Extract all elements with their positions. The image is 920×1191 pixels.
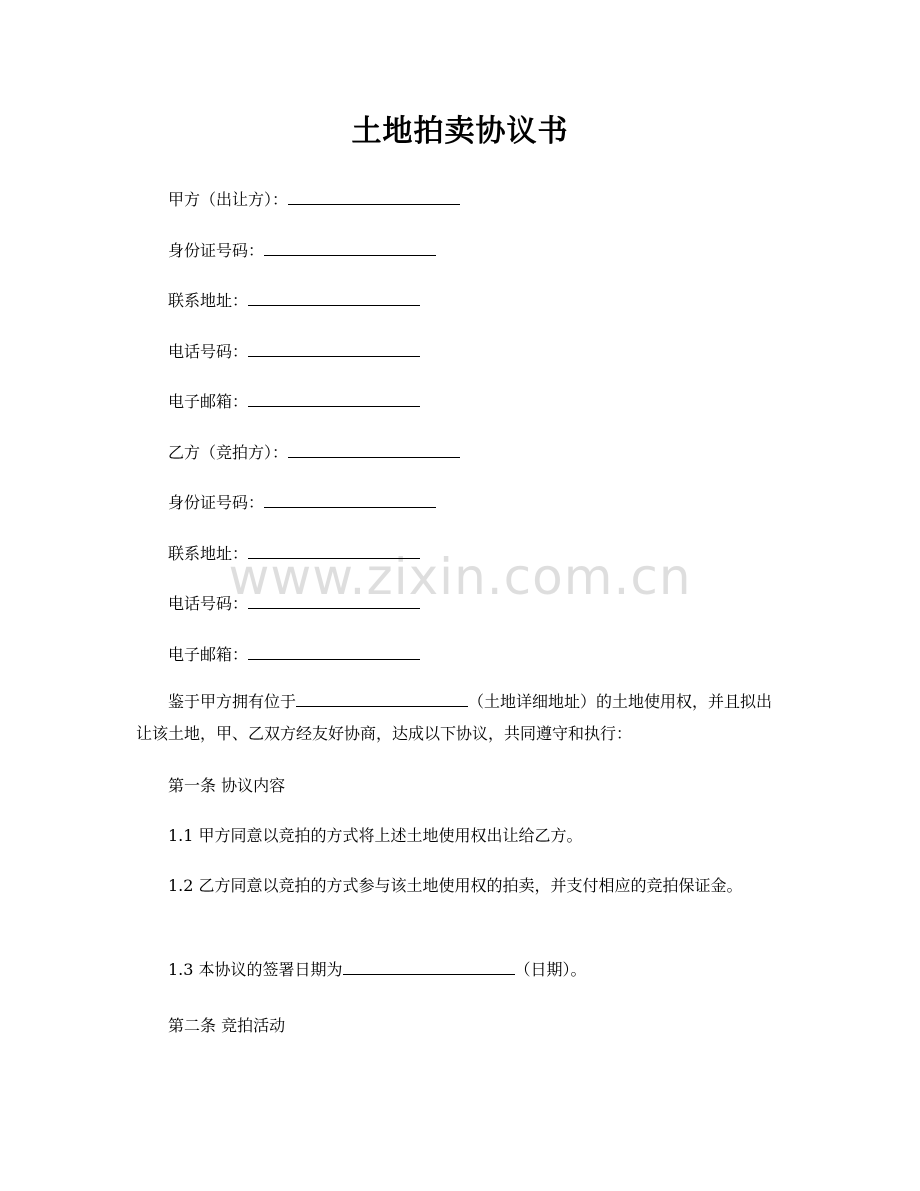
party-a-phone-field — [168, 338, 460, 389]
party-b-address-field — [168, 540, 460, 591]
field-label: 电话号码： — [168, 594, 249, 613]
article-1-heading: 第一条 协议内容 — [168, 776, 286, 795]
field-label: 甲方（出让方）： — [168, 190, 289, 209]
article-2-heading: 第二条 竞拍活动 — [168, 1016, 286, 1035]
fill-blank — [248, 289, 420, 306]
field-label: 身份证号码： — [168, 493, 265, 512]
field-label: 身份证号码： — [168, 240, 265, 260]
fill-blank — [248, 643, 420, 660]
fill-blank — [296, 690, 468, 707]
field-label: 联系地址： — [168, 543, 249, 563]
fill-blank — [343, 958, 515, 975]
fill-blank — [248, 592, 420, 609]
fill-blank — [248, 390, 420, 407]
field-label: 电话号码： — [168, 341, 249, 361]
party-a-email-field — [168, 388, 460, 439]
fill-blank — [248, 340, 420, 357]
fill-blank — [288, 188, 460, 205]
party-b-name-field — [168, 439, 460, 490]
field-label: 联系地址： — [168, 291, 249, 310]
fill-blank — [264, 491, 436, 508]
item-3-text-start: 1.3 本协议的签署日期为 — [168, 960, 343, 979]
fill-blank — [288, 441, 460, 458]
field-label: 电子邮箱： — [168, 392, 249, 411]
party-a-name-field — [168, 186, 460, 237]
fill-blank — [264, 239, 436, 256]
document-title: 土地拍卖协议书 — [351, 114, 569, 149]
party-info-fields — [168, 186, 460, 691]
recital-text-start: 鉴于甲方拥有位于 — [168, 692, 297, 711]
party-b-id-field — [168, 489, 460, 540]
watermark: www.zixin.com.cn — [228, 548, 692, 606]
item-3-text-end: （日期）。 — [514, 960, 587, 979]
party-a-id-field — [168, 237, 460, 288]
recital-text-end: （土地详细地址）的土地使用权，并且拟出让该土地，甲、乙双方经友好协商，达成以下协议，共同遵守和执行： — [136, 692, 773, 743]
fill-blank — [248, 542, 420, 559]
recital-paragraph — [136, 686, 786, 750]
article-1-item-2: 1.2 乙方同意以竞拍的方式参与该土地使用权的拍卖，并支付相应的竞拍保证金。 — [168, 876, 743, 895]
party-a-address-field — [168, 287, 460, 338]
party-b-phone-field — [168, 590, 460, 641]
field-label: 电子邮箱： — [168, 644, 249, 664]
field-label: 乙方（竞拍方）： — [168, 442, 289, 462]
article-1-item-1: 1.1 甲方同意以竞拍的方式将上述土地使用权出让给乙方。 — [168, 826, 583, 845]
party-b-email-field — [168, 641, 460, 692]
article-1-item-3 — [136, 954, 786, 986]
